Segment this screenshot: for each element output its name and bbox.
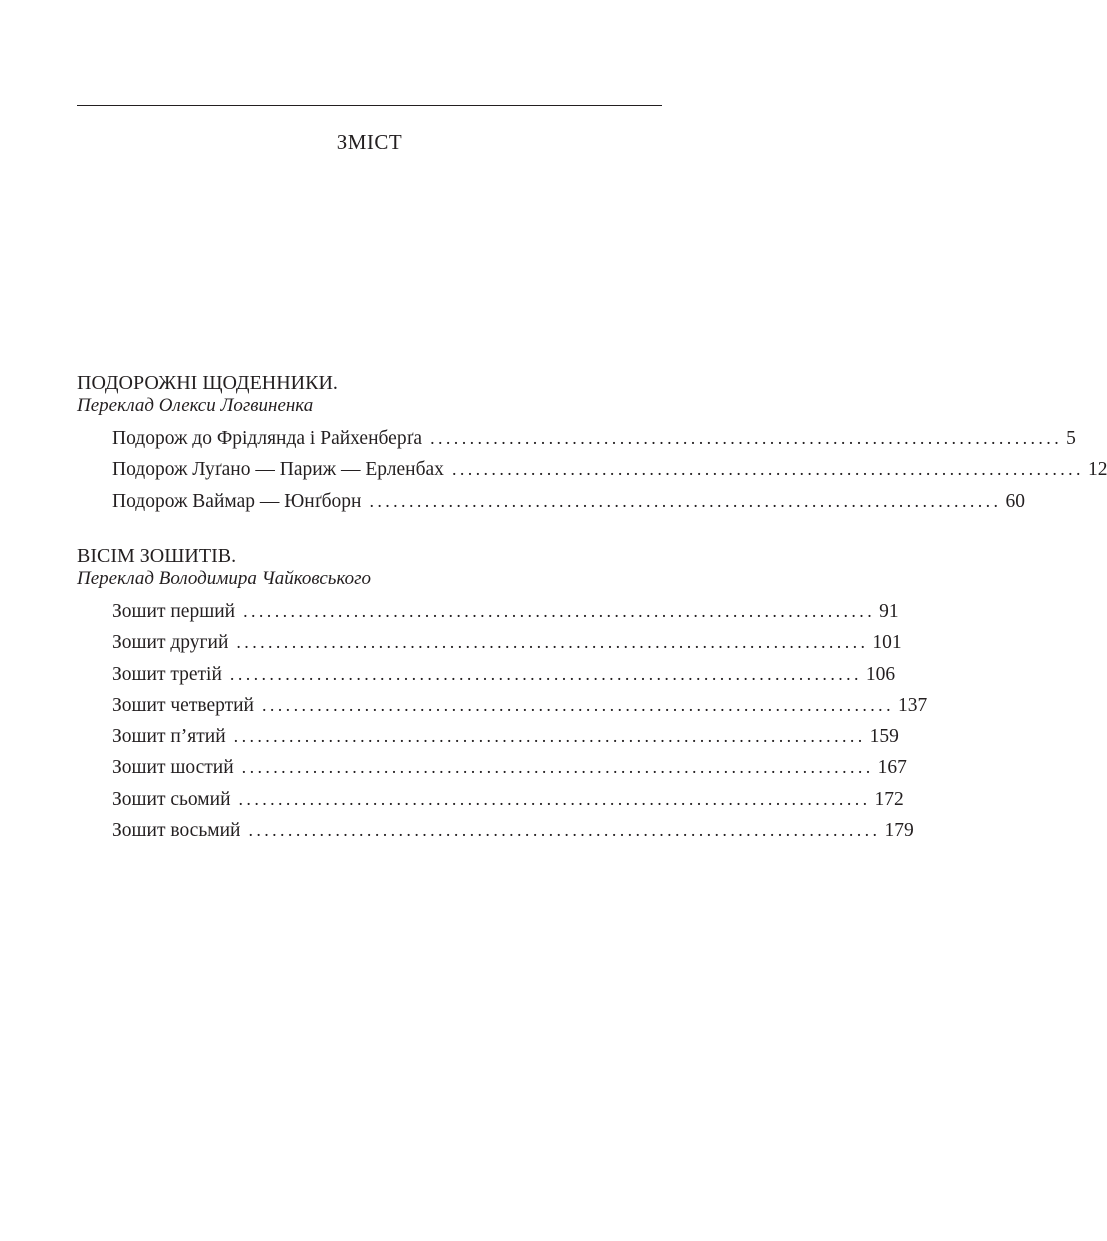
toc-entry-page: 12 <box>1087 459 1107 481</box>
dot-leader: ................................................................................ <box>233 726 866 747</box>
toc-entry[interactable] <box>112 486 1025 517</box>
toc-entry-page: 179 <box>884 820 914 842</box>
toc-entry-page: 167 <box>877 757 907 779</box>
page-title: ЗМІСТ <box>336 130 403 154</box>
dot-leader: ................................................................................ <box>261 694 894 715</box>
toc-entry-page: 60 <box>1005 490 1025 512</box>
toc-entry[interactable] <box>112 423 1076 454</box>
toc-entry-title: Зошит четвертий <box>112 694 254 716</box>
toc-entry[interactable] <box>112 627 902 658</box>
dot-leader: ................................................................................ <box>241 757 874 778</box>
toc-entry-page: 5 <box>1066 428 1076 449</box>
dot-leader: ................................................................................ <box>236 632 869 653</box>
toc-entry-title: Подорож до Фрідлянда і Райхенберґа <box>112 428 423 449</box>
toc-entry-title: Подорож Ваймар — Юнґборн <box>112 490 362 512</box>
toc-entry[interactable] <box>112 454 1107 485</box>
toc-entry[interactable] <box>112 752 907 783</box>
dot-leader: ................................................................................ <box>243 601 876 621</box>
toc-entry[interactable] <box>112 721 899 752</box>
toc-entry-title: Зошит шостий <box>112 757 234 779</box>
dot-leader: ................................................................................ <box>430 428 1063 448</box>
section-translator: Переклад Володимира Чайковського <box>77 568 372 589</box>
toc-entry-title: Подорож Луґано — Париж — Ерленбах <box>112 459 444 481</box>
toc-section-travel-diaries <box>77 371 1107 517</box>
section-translator: Переклад Олекси Логвиненка <box>77 395 314 416</box>
toc-entry-page: 137 <box>897 694 928 716</box>
toc-entry[interactable] <box>112 596 899 627</box>
toc-entry[interactable] <box>112 784 904 815</box>
dot-leader: ................................................................................ <box>451 459 1084 480</box>
dot-leader: ................................................................................ <box>369 490 1002 511</box>
toc-entry-page: 172 <box>874 788 904 810</box>
top-rule <box>77 105 662 106</box>
dot-leader: ................................................................................ <box>238 788 871 809</box>
toc-entry-page: 106 <box>865 663 896 685</box>
section-heading: ПОДОРОЖНІ ЩОДЕННИКИ. <box>77 372 338 394</box>
toc-entry-title: Зошит третій <box>112 663 222 685</box>
toc-entry-title: Зошит другий <box>112 632 229 654</box>
toc-entry-page: 159 <box>869 726 899 748</box>
toc-entry-title: Зошит восьмий <box>112 820 241 842</box>
toc-entry-title: Зошит п’ятий <box>112 726 226 748</box>
toc-list <box>112 596 928 846</box>
dot-leader: ................................................................................ <box>248 820 881 841</box>
toc-entry-page: 101 <box>872 632 902 654</box>
toc-section-eight-notebooks <box>77 544 928 846</box>
toc-list <box>112 423 1107 517</box>
dot-leader: ................................................................................ <box>229 663 862 684</box>
toc-entry-page: 91 <box>879 601 899 622</box>
toc-entry-title: Зошит сьомий <box>112 788 231 810</box>
toc-entry[interactable] <box>112 659 896 690</box>
toc-entry[interactable] <box>112 690 928 721</box>
toc-entry-title: Зошит перший <box>112 601 236 622</box>
section-heading: ВІСІМ ЗОШИТІВ. <box>77 545 237 567</box>
toc-entry[interactable] <box>112 815 914 846</box>
